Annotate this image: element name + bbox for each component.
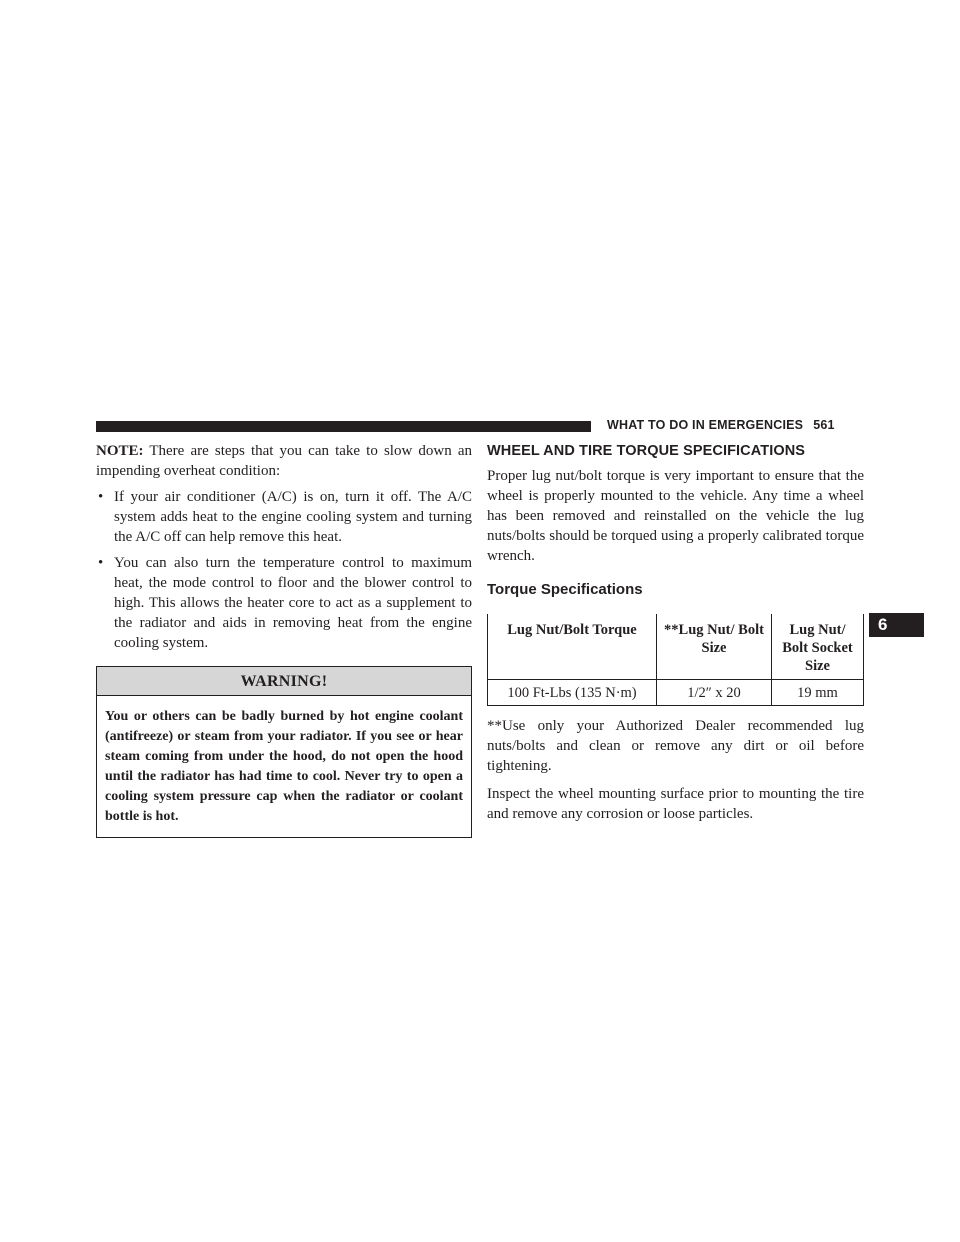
chapter-tab	[869, 613, 924, 637]
tips-list	[96, 487, 472, 653]
table-cell: 19 mm	[772, 680, 864, 706]
subsection-heading: Torque Specifications	[487, 581, 643, 598]
table-header-cell: Lug Nut/Bolt Torque	[488, 614, 657, 680]
section-heading: WHEEL AND TIRE TORQUE SPECIFICATIONS	[487, 443, 806, 459]
table-cell: 1/2″ x 20	[657, 680, 772, 706]
page-number: 561	[813, 418, 835, 432]
table-row	[488, 680, 864, 706]
table-header-row	[488, 614, 864, 680]
running-header	[607, 418, 835, 432]
left-column	[96, 441, 472, 838]
table-cell: 100 Ft-Lbs (135 N·m)	[488, 680, 657, 706]
list-item-text: You can also turn the temperature control to maximum heat, the mode control to floor and the blower control to high. This allows the heater core to act as a supplement to the radiator and aids in removing heat from the engine cooling system.	[114, 555, 472, 651]
list-item	[96, 553, 472, 653]
table-header-cell: **Lug Nut/ Bolt Size	[657, 614, 772, 680]
header-rule	[96, 421, 591, 432]
intro-paragraph: Proper lug nut/bolt torque is very important to ensure that the wheel is properly mounted to the vehicle. Any time a wheel has been removed and reinstalled on the vehicle the lug nuts/bolts should be torqued using a properly calibrated torque wrench.	[487, 468, 864, 564]
note-text: There are steps that you can take to slow down an impending overheat condition:	[96, 443, 472, 479]
inspect-paragraph: Inspect the wheel mounting surface prior to mounting the tire and remove any corrosion or loose particles.	[487, 786, 864, 822]
warning-box	[96, 666, 472, 838]
torque-table	[487, 614, 864, 706]
right-column	[487, 441, 864, 824]
section-title: WHAT TO DO IN EMERGENCIES	[607, 418, 804, 432]
bullet-icon: •	[98, 555, 104, 571]
note-paragraph	[96, 441, 472, 481]
warning-text: You or others can be badly burned by hot engine coolant (antifreeze) or steam from your radiator. If you see or hear steam coming from under the hood, do not open the hood until the radiator has had time to cool. Never try to open a cooling system pressure cap when the radiator or coolant bottle is hot.	[105, 709, 463, 824]
list-item-text: If your air conditioner (A/C) is on, turn it off. The A/C system adds heat to the engine cooling system and turning the A/C off can help remove this heat.	[114, 489, 472, 545]
note-label: NOTE:	[96, 443, 144, 459]
chapter-number: 6	[878, 615, 888, 634]
warning-title: WARNING!	[97, 667, 471, 696]
table-header-cell: Lug Nut/ Bolt Socket Size	[772, 614, 864, 680]
footnote-paragraph: **Use only your Authorized Dealer recommended lug nuts/bolts and clean or remove any dirt or oil before tightening.	[487, 718, 864, 774]
bullet-icon: •	[98, 489, 104, 505]
list-item	[96, 487, 472, 547]
